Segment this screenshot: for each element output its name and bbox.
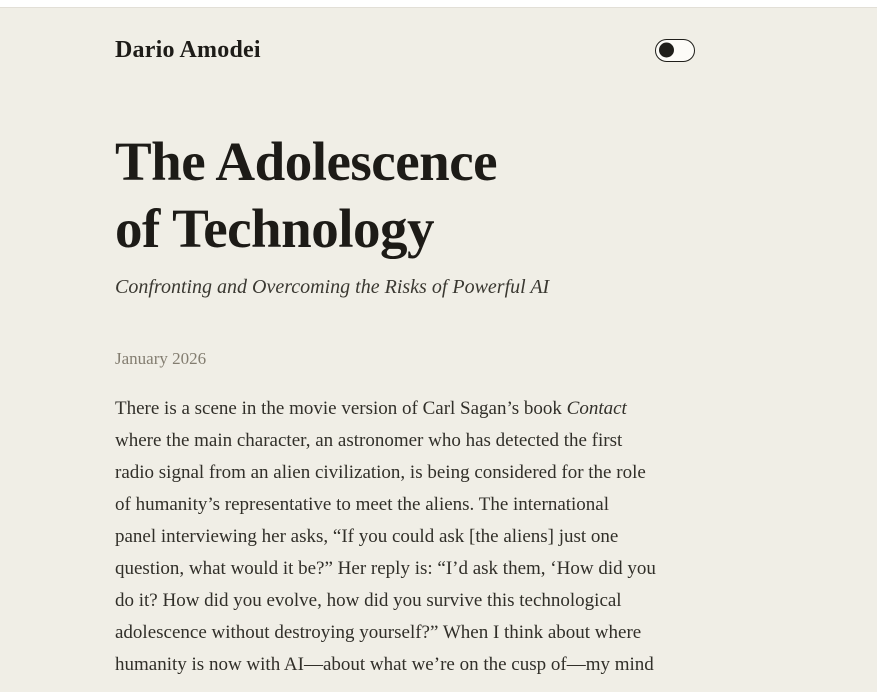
- book-title-italic: Contact: [566, 398, 627, 419]
- site-header: [115, 34, 695, 66]
- body-line: question, what would it be?” Her reply is: “I’d ask them, ‘How did you: [115, 558, 656, 579]
- page-title-line-2: of Technology: [115, 198, 434, 259]
- viewport-top-edge: [0, 0, 877, 8]
- body-line-text: There is a scene in the movie version of Carl Sagan’s book: [115, 398, 567, 419]
- page-title: [115, 128, 695, 262]
- theme-toggle-knob-icon: [659, 43, 674, 58]
- body-line: humanity is now with AI—about what we’re on the cusp of—my mind: [115, 654, 654, 675]
- article-date: January 2026: [115, 349, 207, 368]
- page-container: [0, 34, 695, 681]
- body-line: [115, 393, 695, 425]
- body-line: of humanity’s representative to meet the aliens. The international: [115, 494, 610, 515]
- theme-toggle[interactable]: [655, 39, 695, 62]
- site-name-link[interactable]: Dario Amodei: [115, 36, 261, 63]
- body-line: where the main character, an astronomer who has detected the first: [115, 430, 623, 451]
- body-line: panel interviewing her asks, “If you could ask [the aliens] just one: [115, 526, 619, 547]
- article-subtitle: Confronting and Overcoming the Risks of Powerful AI: [115, 276, 550, 298]
- article-body: [115, 393, 695, 681]
- body-line: radio signal from an alien civilization, is being considered for the role: [115, 462, 646, 483]
- article: [115, 128, 695, 681]
- body-line: do it? How did you evolve, how did you survive this technological: [115, 590, 622, 611]
- body-line: adolescence without destroying yourself?” When I think about where: [115, 622, 642, 643]
- page-title-line-1: The Adolescence: [115, 131, 498, 192]
